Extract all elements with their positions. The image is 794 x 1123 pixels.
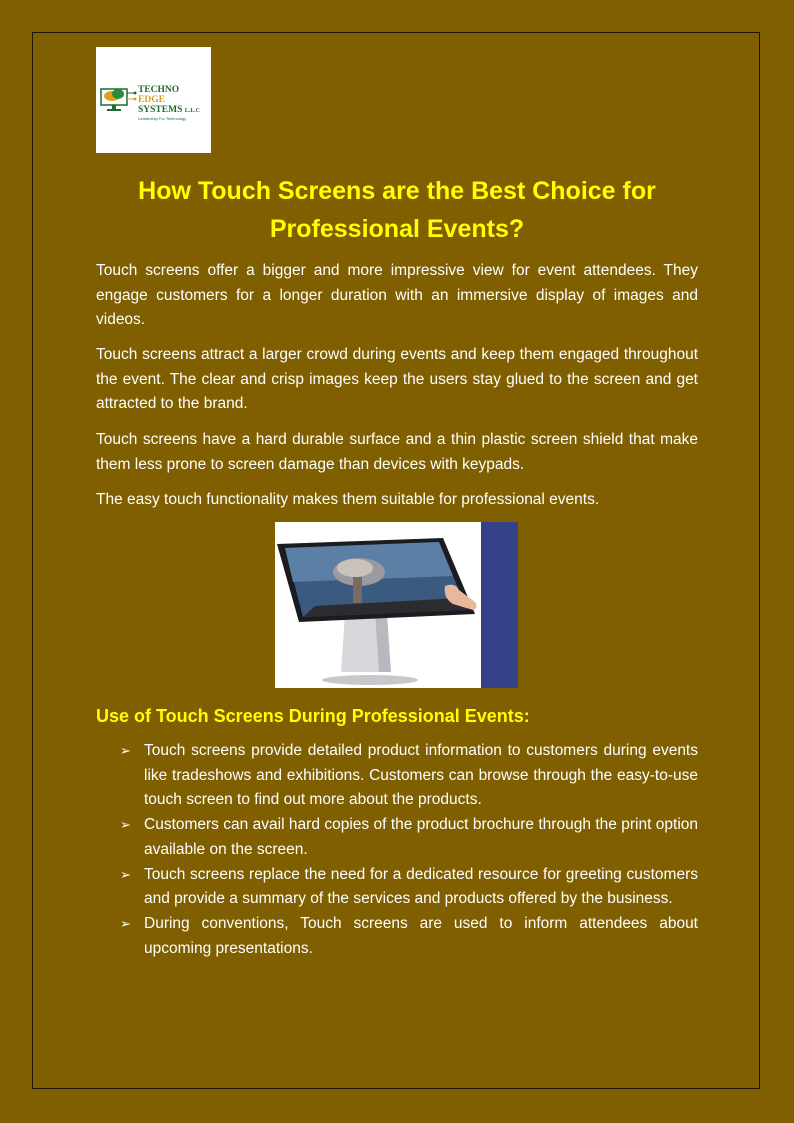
list-item-text: During conventions, Touch screens are used to inform attendees about upcoming presentations. [144, 914, 698, 957]
logo-line-3: SYSTEMS [138, 105, 183, 115]
list-item [120, 863, 698, 912]
arrow-bullet-icon: ➢ [120, 915, 131, 931]
logo-wordmark [138, 85, 200, 116]
list-item-text: Touch screens replace the need for a dedicated resource for greeting customers and provide a summary of the services and products offered by the business. [144, 865, 698, 908]
list-item [120, 813, 698, 862]
arrow-bullet-icon: ➢ [120, 743, 131, 758]
paragraph-2: Touch screens attract a larger crowd during events and keep them engaged throughout the event. The clear and crisp images keep the users stay glued to the screen and get attracted to the brand. [96, 346, 698, 412]
page-title: How Touch Screens are the Best Choice for Professional Events? [138, 177, 656, 243]
paragraph-3: Touch screens have a hard durable surface and a thin plastic screen shield that make them less prone to screen damage than devices with keypads. [96, 431, 698, 473]
paragraph-1: Touch screens offer a bigger and more impressive view for event attendees. They engage customers for a longer duration with an immersive display of images and videos. [96, 262, 698, 328]
company-logo [96, 47, 211, 153]
list-item [120, 739, 698, 813]
logo-suffix: L.L.C [184, 108, 201, 114]
arrow-bullet-icon: ➢ [120, 866, 131, 882]
logo-line-2: EDGE [138, 95, 165, 105]
arrow-bullet-icon: ➢ [120, 817, 131, 833]
bullet-list [120, 739, 698, 961]
logo-tagline: Leadership For Technology [138, 116, 187, 121]
section-heading: Use of Touch Screens During Professional Events: [96, 706, 530, 726]
logo-line-1: TECHNO [138, 85, 180, 95]
list-item-text: Touch screens provide detailed product information to customers during events like tradeshows and exhibitions. Customers can browse through the easy-to-use touch screen to find out more about the products. [144, 742, 698, 809]
list-item [120, 912, 698, 961]
cloud-monitor-icon [98, 81, 138, 113]
paragraph-4: The easy touch functionality makes them suitable for professional events. [96, 491, 600, 508]
list-item-text: Customers can avail hard copies of the product brochure through the print option available on the screen. [144, 816, 698, 858]
touch-screen-photo [275, 522, 518, 688]
